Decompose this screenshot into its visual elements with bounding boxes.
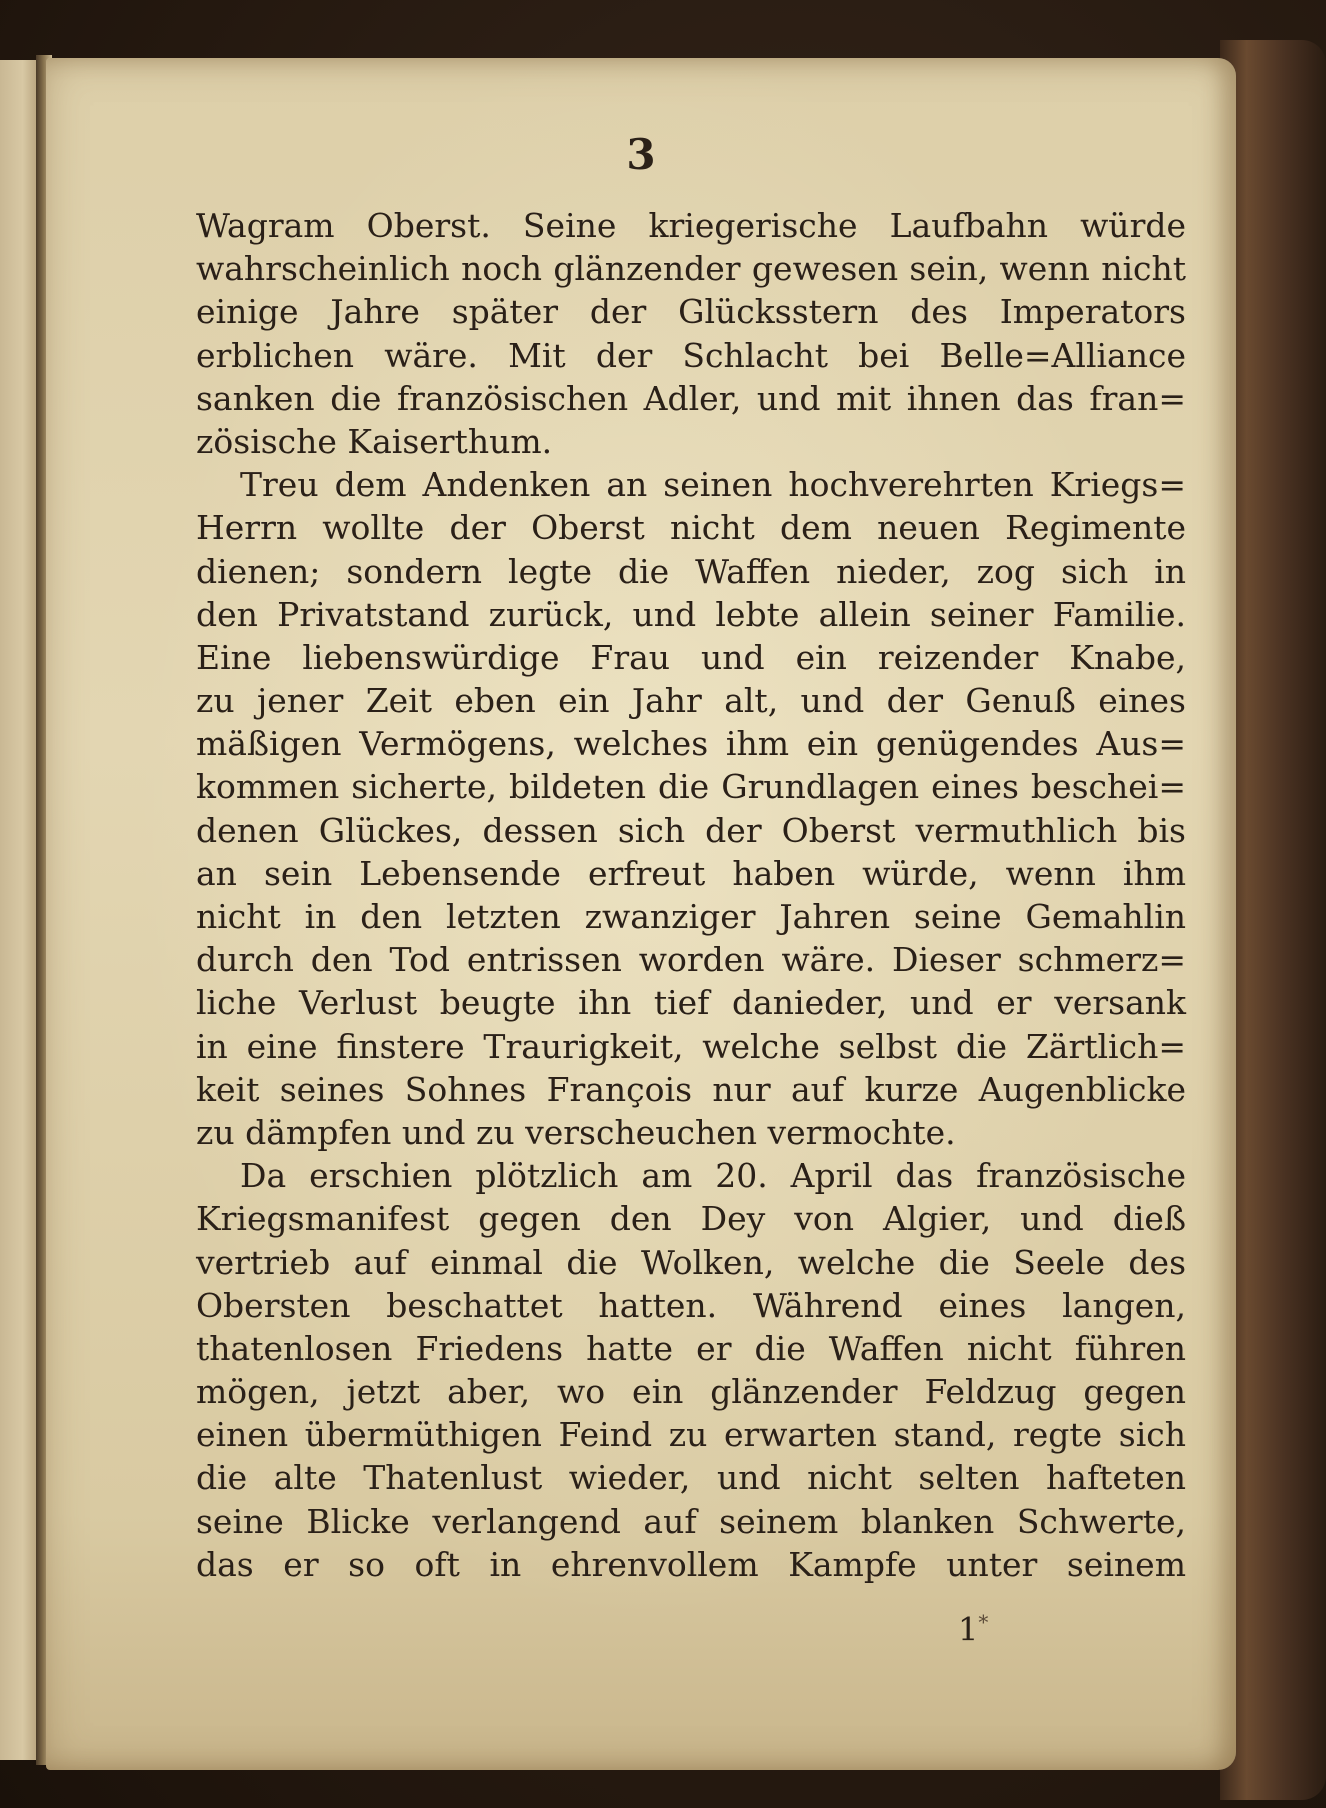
text-line: die alte Thatenlust wieder, und nicht selten hafteten	[196, 1458, 1186, 1498]
text-line: einige Jahre später der Glücksstern des Imperators	[196, 292, 1186, 332]
text-line: Treu dem Andenken an seinen hochverehrten Kriegs=	[240, 465, 1186, 505]
text-line: Herrn wollte der Oberst nicht dem neuen Regimente	[196, 508, 1186, 548]
text-line: denen Glückes, dessen sich der Oberst vermuthlich bis	[196, 810, 1186, 850]
text-line: sanken die französischen Adler, und mit ihnen das fran=	[196, 378, 1186, 418]
text-line: mögen, jetzt aber, wo ein glänzender Feldzug gegen	[196, 1372, 1186, 1412]
text-line: mäßigen Vermögens, welches ihm ein genügendes Aus=	[196, 724, 1186, 764]
text-line: keit seines Sohnes François nur auf kurze Augenblicke	[196, 1069, 1186, 1109]
text-line: wahrscheinlich noch glänzender gewesen sein, wenn nicht	[196, 249, 1186, 289]
left-page-edge	[0, 60, 40, 1760]
text-line: Eine liebenswürdige Frau und ein reizender Knabe,	[196, 637, 1186, 677]
signature-star: *	[978, 1610, 989, 1634]
text-line: das er so oft in ehrenvollem Kampfe unter seinem	[196, 1544, 1186, 1584]
text-line: Da erschien plötzlich am 20. April das französische	[240, 1156, 1186, 1196]
text-line: vertrieb auf einmal die Wolken, welche die Seele des	[196, 1242, 1186, 1282]
text-line: nicht in den letzten zwanziger Jahren seine Gemahlin	[196, 897, 1186, 936]
text-line: zu jener Zeit eben ein Jahr alt, und der Genuß eines	[196, 681, 1186, 721]
text-line: in eine finstere Traurigkeit, welche selbst die Zärtlich=	[196, 1026, 1186, 1066]
text-line: liche Verlust beugte ihn tief danieder, und er versank	[196, 983, 1186, 1023]
text-line: durch den Tod entrissen worden wäre. Dieser schmerz=	[196, 940, 1186, 980]
text-line: an sein Lebensende erfreut haben würde, wenn ihm	[196, 853, 1186, 893]
text-line: thatenlosen Friedens hatte er die Waffen nicht führen	[196, 1328, 1186, 1368]
text-line: dienen; sondern legte die Waffen nieder, zog sich in	[196, 551, 1186, 591]
text-line: zu dämpfen und zu verscheuchen vermochte.	[196, 1112, 956, 1152]
text-line: seine Blicke verlangend auf seinem blanken Schwerte,	[196, 1501, 1186, 1541]
text-line: Kriegsmanifest gegen den Dey von Algier, und dieß	[196, 1199, 1186, 1239]
signature-number: 1	[958, 1610, 979, 1649]
page-number: 3	[626, 130, 656, 179]
text-line: Wagram Oberst. Seine kriegerische Laufbahn würde	[196, 206, 1186, 245]
text-line: erblichen wäre. Mit der Schlacht bei Belle=Alliance	[196, 335, 1186, 375]
page-text	[196, 204, 1186, 1586]
signature-mark	[958, 1610, 988, 1649]
text-line: zösische Kaiserthum.	[196, 421, 553, 461]
text-line: kommen sicherte, bildeten die Grundlagen eines beschei=	[196, 767, 1186, 807]
text-line: einen übermüthigen Feind zu erwarten stand, regte sich	[196, 1415, 1186, 1455]
book-page	[46, 58, 1236, 1770]
text-line: den Privatstand zurück, und lebte allein seiner Familie.	[196, 594, 1186, 634]
text-line: Obersten beschattet hatten. Während eines langen,	[196, 1285, 1186, 1325]
